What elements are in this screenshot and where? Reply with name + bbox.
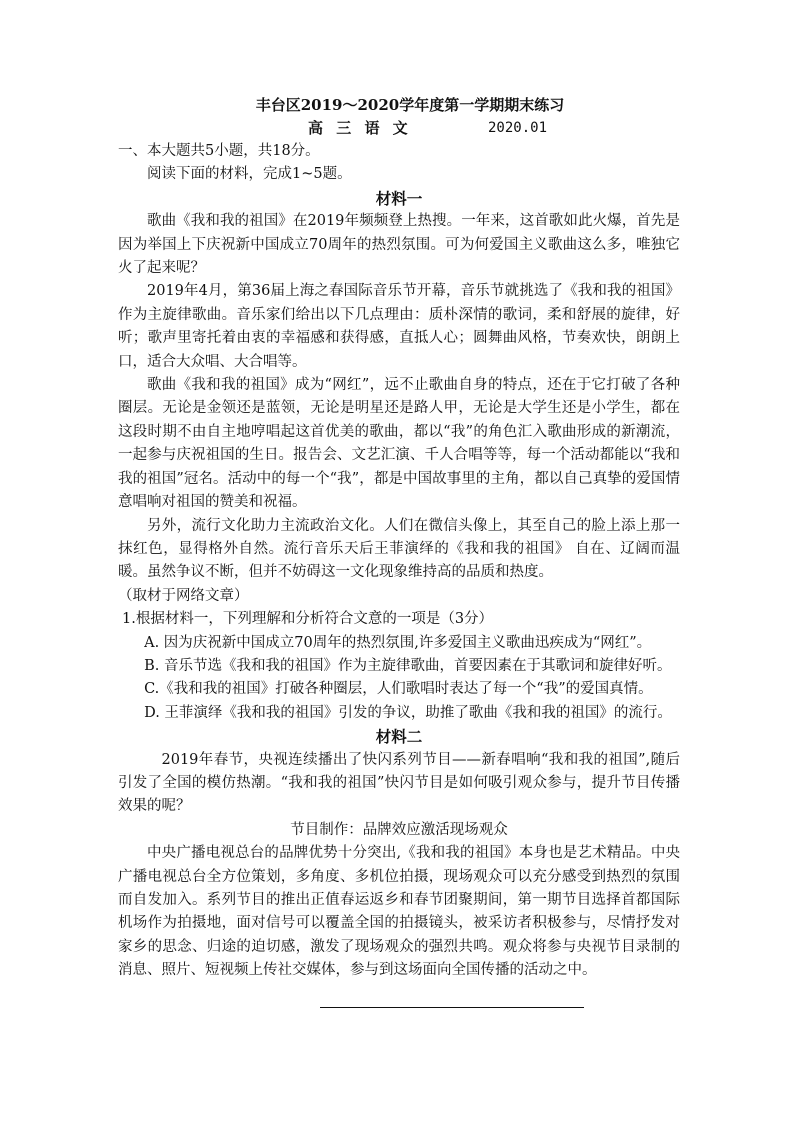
exam-subtitle-row (118, 117, 680, 140)
question1-option-d: D. 王菲演绎《我和我的祖国》引发的争议，助推了歌曲《我和我的祖国》的流行。 (144, 704, 672, 721)
material2-paragraph: 中央广播电视总台的品牌优势十分突出,《我和我的祖国》本身也是艺术精品。中央广播电视总台全方位策划，多角度、多机位拍摄，现场观众可以充分感受到热烈的氛围而自发加入。系列节目的推出正值春运返乡和春节团聚期间，第一期节目选择首都国际机场作为拍摄地，面对信号可以覆盖全国的拍摄镜头，被采访者积极参与，尽情抒发对家乡的思念、归途的迫切感，激发了现场观众的强烈共鸣。观众将参与央视节目录制的消息、照片、短视频上传社交媒体，参与到这场面向全国传播的活动之中。 (118, 845, 680, 979)
footer-divider (320, 1007, 584, 1008)
subject-title: 高 三 语 文 (308, 119, 412, 137)
question1-option-a: A. 因为庆祝新中国成立70周年的热烈氛围,许多爱国主义歌曲迅疾成为“网红”。 (144, 634, 652, 651)
question1-option-c: C.《我和我的祖国》打破各种圈层，人们歌唱时表达了每一个“我”的爱国真情。 (144, 681, 653, 698)
question1-stem: 1.根据材料一，下列理解和分析符合文意的一项是（3分） (122, 611, 494, 628)
material1-paragraph: 歌曲《我和我的祖国》在2019年频频登上热搜。一年来，这首歌如此火爆，首先是因为举国上下庆祝新中国成立70周年的热烈氛围。可为何爱国主义歌曲这么多，唯独它火了起来呢？ (118, 213, 680, 277)
material2-intro: 2019年春节，央视连续播出了快闪系列节目——新春唱响“我和我的祖国”,随后引发了全国的模仿热潮。“我和我的祖国”快闪节目是如何吸引观众参与，提升节目传播效果的呢？ (118, 751, 680, 815)
material1-paragraph: 另外，流行文化助力主流政治文化。人们在微信头像上，其至自己的脸上添上那一抹红色，显得格外自然。流行音乐天后王菲演绎的《我和我的祖国》 自在、辽阔而温暖。虽然争议不断，但并不妨碍这一文化现象维持高的品质和热度。 (118, 517, 680, 581)
material1-paragraph: 2019年4月，第36届上海之春国际音乐节开幕，音乐节就挑选了《我和我的祖国》作为主旋律歌曲。音乐家们给出以下几点理由：质朴深情的歌词，柔和舒展的旋律，好听；歌声里寄托着由衷的幸福感和获得感，直抵人心；圆舞曲风格，节奏欢快，朗朗上口，适合大众唱、大合唱等。 (118, 283, 680, 370)
exam-date: 2020.01 (488, 120, 548, 136)
section-instruction: 阅读下面的材料，完成1~5题。 (147, 166, 352, 183)
section-heading: 一、本大题共5小题，共18分。 (118, 143, 320, 159)
material1-title: 材料一 (375, 188, 423, 208)
question1-option-b: B. 音乐节选《我和我的祖国》作为主旋律歌曲，首要因素在于其歌词和旋律好听。 (144, 657, 672, 674)
material1-source: （取材于网络文章） (118, 587, 249, 604)
document-page (118, 94, 680, 983)
exam-title: 丰台区2019～2020学年度第一学期期末练习 (255, 96, 565, 114)
material2-title: 材料二 (375, 727, 423, 747)
material2-subheading: 节目制作：品牌效应激活现场观众 (290, 821, 508, 838)
material1-paragraph: 歌曲《我和我的祖国》成为“网红”，远不止歌曲自身的特点，还在于它打破了各种圈层。无论是金领还是蓝领，无论是明星还是路人甲，无论是大学生还是小学生，都在这段时期不由自主地哼唱起这首优美的歌曲，都以“我”的角色汇入歌曲形成的新潮流，一起参与庆祝祖国的生日。报告会、文艺汇演、千人合唱等等，每一个活动都能以“我和我的祖国”冠名。活动中的每一个“我”，都是中国故事里的主角，都以自己真挚的爱国情意唱响对祖国的赞美和祝福。 (118, 377, 680, 511)
